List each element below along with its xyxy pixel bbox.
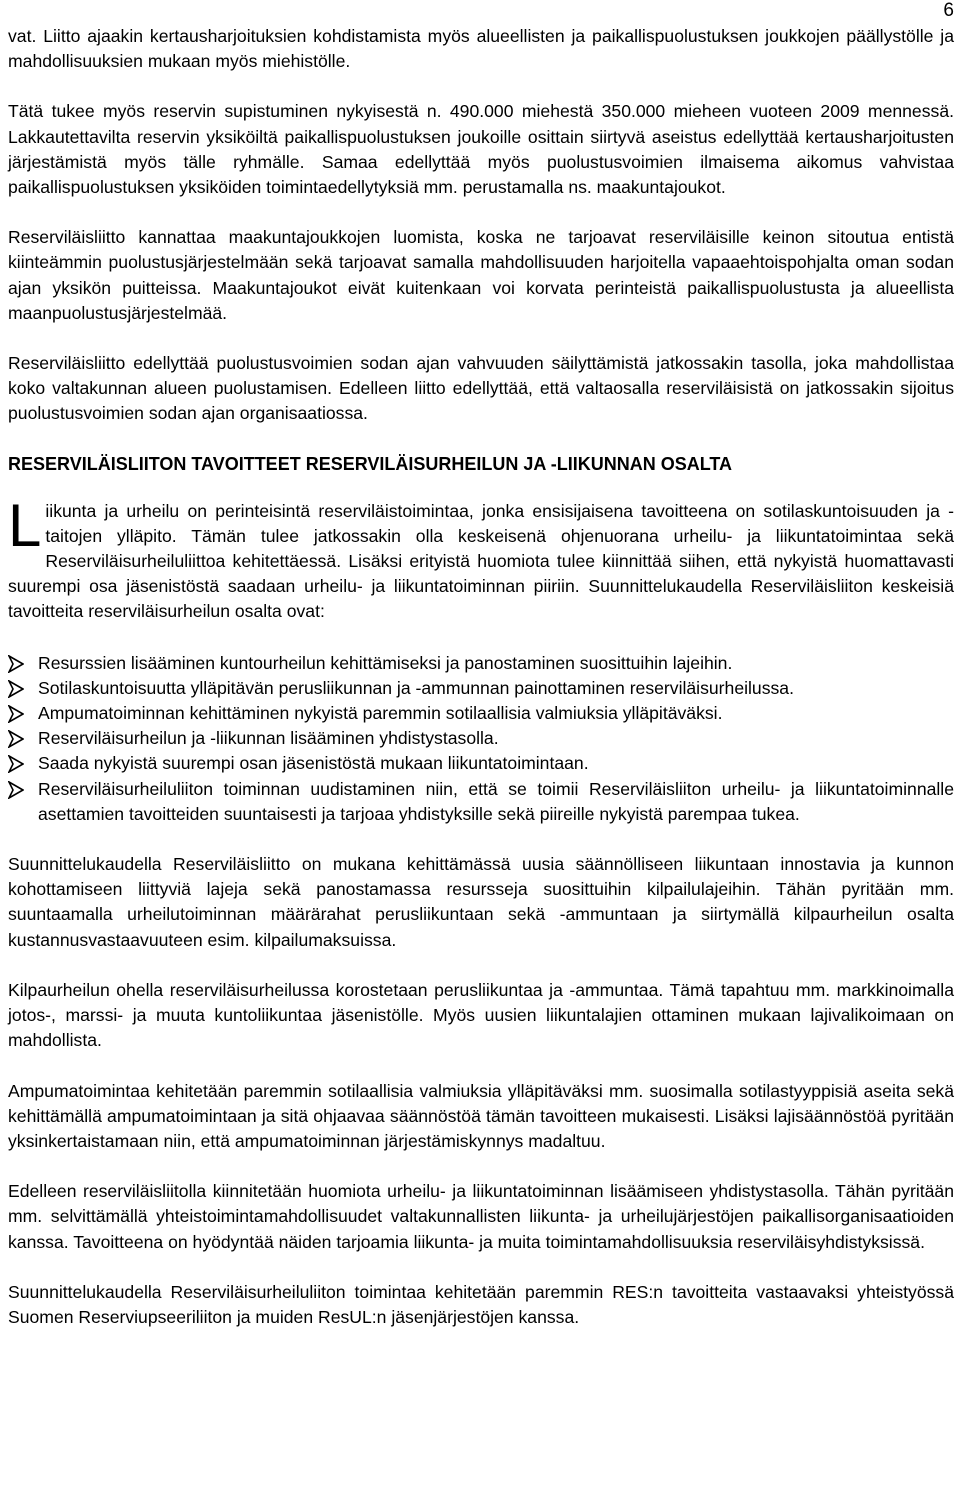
paragraph-regional-troops: Reserviläisliitto kannattaa maakuntajoukkojen luomista, koska ne tarjoavat reserviläisille keinon sitoutua entistä kiinteämmin puolustusjärjestelmään sekä tarjoavat samalla mahdollisuuden harjoitella vapaaehtoispohjalta oman sodan ajan yksikön puitteissa. Maakuntajoukot eivät kuitenkaan voi korvata perinteistä paikallispuolustusta ja alueellista maanpuolustusjärjestelmää.: [8, 227, 954, 323]
list-item-text: Reserviläisurheiluliiton toiminnan uudistaminen niin, että se toimii Reserviläisliiton urheilu- ja liikuntatoiminnalle asettamien tavoitteiden suuntaisesti ja tarjoaa yhdistyksille sekä piireille nykyistä parempaa tukea.: [38, 778, 954, 824]
paragraph-wartime-strength: Reserviläisliitto edellyttää puolustusvoimien sodan ajan vahvuuden säilyttämistä jatkossakin tasolla, joka mahdollistaa koko valtakunnan alueen puolustamisen. Edelleen liitto edellyttää, että valtaosalla reserviläisistä on jatkossakin sijoitus puolustusvoimien sodan ajan organisaatiossa.: [8, 353, 954, 424]
drop-cap: L: [8, 491, 42, 559]
document-body: [8, 24, 954, 1355]
paragraph-continuation: vat. Liitto ajaakin kertausharjoituksien kohdistamista myös alueellisten ja paikallispuolustuksen joukkojen päällystölle ja mahdollisuuksien mukaan myös miehistölle.: [8, 26, 954, 72]
list-item-text: Resurssien lisääminen kuntourheilun kehittämiseksi ja panostaminen suosittuihin lajeihin.: [38, 652, 733, 673]
paragraph-resul-development: Suunnittelukaudella Reserviläisurheiluliiton toimintaa kehitetään paremmin RES:n tavoitteita vastaavaksi yhteistyössä Suomen Reserviupseeriliiton ja muiden ResUL:n jäsenjärjestöjen kanssa.: [8, 1281, 954, 1327]
arrow-bullet-icon: [8, 751, 32, 776]
intro-text: iikunta ja urheilu on perinteisintä reserviläistoimintaa, jonka ensisijaisena tavoitteena on sotilaskuntoisuuden ja -taitojen ylläpito. Tämän tulee jatkossakin olla keskeisenä ohjenuorana urheilu- ja liikuntatoimintaa sekä Reserviläisurheiluliittoa kehitettäessä. Lisäksi erityistä huomiota tulee kiinnittää siihen, että nykyistä huomattavasti suurempi osa jäsenistöstä saadaan urheilu- ja liikuntatoiminnan piiriin. Suunnittelukaudella Reserviläisliiton keskeisiä tavoitteita reserviläisurheilun osalta ovat:: [8, 500, 954, 622]
list-item-text: Saada nykyistä suurempi osan jäsenistöstä mukaan liikuntatoimintaan.: [38, 753, 589, 774]
list-item: [8, 751, 954, 776]
arrow-bullet-icon: [8, 701, 32, 726]
page-number: 6: [943, 0, 954, 21]
arrow-bullet-icon: [8, 676, 32, 701]
list-item: [8, 651, 954, 676]
list-item: [8, 701, 954, 726]
list-item: [8, 777, 954, 827]
arrow-bullet-icon: [8, 777, 32, 802]
intro-paragraph: [8, 491, 954, 625]
paragraph-association-level: Edelleen reserviläisliitolla kiinnitetään huomiota urheilu- ja liikuntatoiminnan lisäämiseen yhdistystasolla. Tähän pyritään mm. selvittämällä yhteistoimintamahdollisuudet valtakunnallisten liikunta- ja urheilujärjestöjen paikallisorganisaatioiden kanssa. Tavoitteena on hyödyntää näiden tarjoamia liikunta- ja muita toimintamahdollisuuksia reserviläisyhdistyksissä.: [8, 1181, 954, 1252]
list-item-text: Sotilaskuntoisuutta ylläpitävän perusliikunnan ja -ammunnan painottaminen reserviläisurheilussa.: [38, 677, 794, 698]
paragraph-basic-exercise: Kilpaurheilun ohella reserviläisurheilussa korostetaan perusliikuntaa ja -ammuntaa. Tämä tapahtuu mm. markkinoimalla jotos-, marssi- ja muuta kuntoliikuntaa jäsenistölle. Myös uusien liikuntalajien ottaminen mukaan lajivalikoimaan on mahdollista.: [8, 979, 954, 1051]
arrow-bullet-icon: [8, 651, 32, 676]
paragraph-new-sports: Suunnittelukaudella Reserviläisliitto on mukana kehittämässä uusia säännölliseen liikuntaan innostavia ja kunnon kohottamiseen liittyviä lajeja sekä panostamassa resursseja suosittuihin kilpailulajeihin. Tähän pyritään mm. suuntaamalla urheilutoiminnan määrärahat perusliikuntaan sekä -ammuntaan ja siirtymällä kilpaurheilun osalta kustannusvastaavuuteen esim. kilpailumaksuissa.: [8, 854, 954, 950]
paragraph-reserve-reduction: Tätä tukee myös reservin supistuminen nykyisestä n. 490.000 miehestä 350.000 mieheen vuoteen 2009 mennessä. Lakkautettavilta reservin yksiköiltä paikallispuolustuksen joukoille osittain siirtyvä aseistus edellyttää kertausharjoitusten järjestämistä myös tälle ryhmälle. Samaa edellyttää myös puolustusvoimien ilmaisema aikomus vahvistaa paikallispuolustuksen yksiköiden toimintaedellytyksiä mm. perustamalla ns. maakuntajoukot.: [8, 101, 954, 198]
section-heading: RESERVILÄISLIITON TAVOITTEET RESERVILÄISURHEILUN JA -LIIKUNNAN OSALTA: [8, 453, 733, 474]
goals-list: [8, 651, 954, 827]
arrow-bullet-icon: [8, 726, 32, 751]
list-item-text: Reserviläisurheilun ja -liikunnan lisääminen yhdistystasolla.: [38, 728, 499, 749]
paragraph-shooting: Ampumatoimintaa kehitetään paremmin sotilaallisia valmiuksia ylläpitäväksi mm. suosimalla sotilastyyppisiä aseita sekä kehittämällä ampumatoimintaan ja sitä ohjaavaa säännöstöä tämän tavoitteen mukaisesti. Lisäksi lajisäännöstöä pyritään yksinkertaistamaan niin, että ampumatoiminnan järjestämiskynnys madaltuu.: [8, 1080, 954, 1151]
list-item: [8, 726, 954, 751]
list-item-text: Ampumatoiminnan kehittäminen nykyistä paremmin sotilaallisia valmiuksia ylläpitäväksi.: [38, 703, 723, 724]
list-item: [8, 676, 954, 701]
